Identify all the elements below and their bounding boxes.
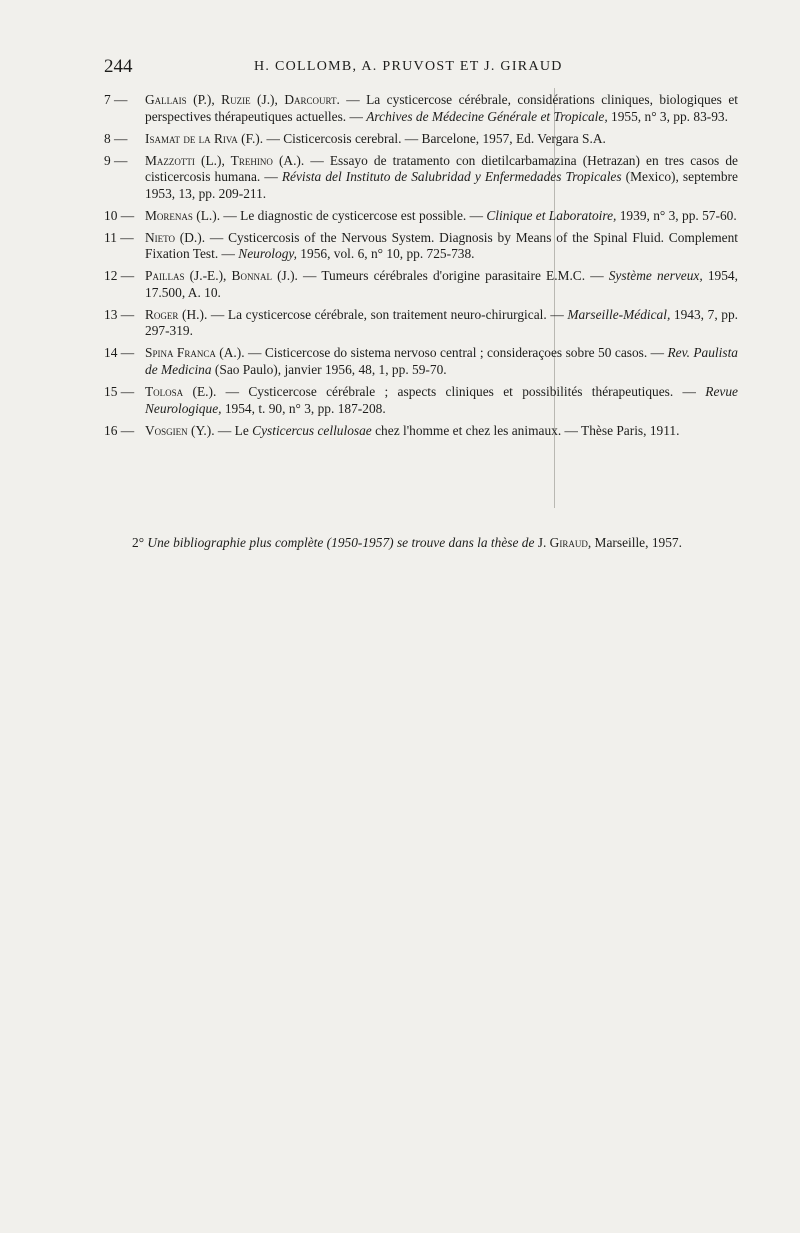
reference-authors: Morenas (L.). (145, 207, 221, 223)
reference-tail: 1954, 17.500, A. 10. (145, 268, 738, 300)
reference-tail: chez l'homme et chez les animaux. — Thèse Paris, 1911. (371, 422, 680, 438)
page-header (104, 56, 738, 80)
reference-journal: Rev. Paulista de Medicina (145, 345, 738, 378)
reference-item (104, 345, 738, 378)
reference-number: 10 — (104, 207, 135, 223)
reference-journal: Neurology, (238, 246, 297, 262)
reference-number: 13 — (104, 306, 135, 322)
reference-item (104, 153, 738, 203)
reference-authors: Nieto (D.). (145, 229, 206, 245)
reference-number: 12 — (104, 268, 135, 284)
reference-tail: 1939, n° 3, pp. 57-60. (616, 207, 737, 223)
reference-authors: Paillas (J.-E.), Bonnal (J.). (145, 268, 298, 284)
reference-list (104, 92, 738, 445)
reference-number: 15 — (104, 384, 135, 400)
reference-text: — Cysticercose cérébrale ; aspects cliniques et possibilités thérapeutiques. — (216, 384, 706, 400)
reference-tail: 1943, 7, pp. 297-319. (145, 306, 738, 339)
reference-number: 14 — (104, 345, 135, 361)
reference-authors: Vosgien (Y.). (145, 422, 215, 438)
reference-item (104, 307, 738, 340)
reference-number: 11 — (104, 229, 134, 245)
reference-number: 9 — (104, 152, 128, 168)
reference-item (104, 208, 738, 225)
note-author: J. Giraud, (534, 535, 592, 551)
reference-tail: (Sao Paulo), janvier 1956, 48, 1, pp. 59-70. (211, 362, 447, 378)
reference-authors: Roger (H.). (145, 306, 208, 322)
reference-authors: Spina Franca (A.). (145, 345, 245, 361)
reference-number: 8 — (104, 130, 128, 146)
note-italic: Une bibliographie plus complète (1950-1957) se trouve dans la thèse de (147, 535, 535, 551)
reference-tail: (Mexico), septembre 1953, 13, pp. 209-211. (145, 169, 738, 201)
reference-authors: Isamat de la Riva (F.). (145, 130, 264, 146)
reference-item (104, 423, 738, 440)
reference-journal: Révista del Instituto de Salubridad y Enfermedades Tropicales (281, 169, 622, 185)
reference-journal: Revue Neurologique, (145, 384, 738, 416)
reference-journal: Archives de Médecine Générale et Tropicale, (366, 108, 608, 124)
reference-text: — Tumeurs cérébrales d'origine parasitaire E.M.C. — (297, 268, 609, 284)
reference-journal: Clinique et Laboratoire, (486, 207, 617, 223)
reference-journal: Marseille-Médical, (567, 306, 671, 322)
reference-tail: 1956, vol. 6, n° 10, pp. 725-738. (296, 246, 475, 262)
bibliography-note (104, 535, 738, 552)
reference-item (104, 268, 738, 301)
reference-journal: Système nerveux, (608, 268, 703, 284)
reference-text: — Le (214, 422, 253, 438)
reference-text: — Cysticercosis of the Nervous System. Diagnosis by Means of the Spinal Fluid. Complement Fixation Test. — (145, 229, 738, 262)
reference-text: — Essayo de tratamento con dietilcarbamazina (Hetrazan) en tres casos de cisticercosis humana. — (145, 152, 738, 185)
running-head: H. COLLOMB, A. PRUVOST ET J. GIRAUD (254, 59, 563, 74)
reference-item (104, 92, 738, 125)
reference-text: — La cysticercose cérébrale, son traitement neuro-chirurgical. — (207, 306, 568, 322)
reference-text: — Cisticercose do sistema nervoso central ; consideraçoes sobre 50 casos. — (244, 345, 668, 361)
reference-text: — La cysticercose cérébrale, considérations cliniques, biologiques et perspectives thérapeutiques actuelles. — (145, 92, 738, 124)
reference-text: — Le diagnostic de cysticercose est possible. — (220, 207, 487, 223)
reference-number: 7 — (104, 92, 128, 107)
note-tail: Marseille, 1957. (591, 535, 682, 551)
reference-item (104, 230, 738, 263)
reference-item (104, 131, 738, 148)
reference-number: 16 — (104, 422, 135, 438)
reference-item (104, 384, 738, 417)
reference-authors: Tolosa (E.). (145, 384, 217, 400)
reference-text: — Cisticercosis cerebral. — Barcelone, 1957, Ed. Vergara S.A. (263, 130, 606, 146)
reference-authors: Mazzotti (L.), Trehino (A.). (145, 152, 305, 168)
reference-tail: 1954, t. 90, n° 3, pp. 187-208. (221, 400, 386, 416)
reference-journal: Cysticercus cellulosae (252, 422, 372, 438)
reference-authors: Gallais (P.), Ruzie (J.), Darcourt. (145, 92, 340, 107)
note-prefix: 2° (132, 535, 148, 551)
page-number: 244 (104, 56, 133, 77)
reference-tail: 1955, n° 3, pp. 83-93. (607, 108, 728, 124)
